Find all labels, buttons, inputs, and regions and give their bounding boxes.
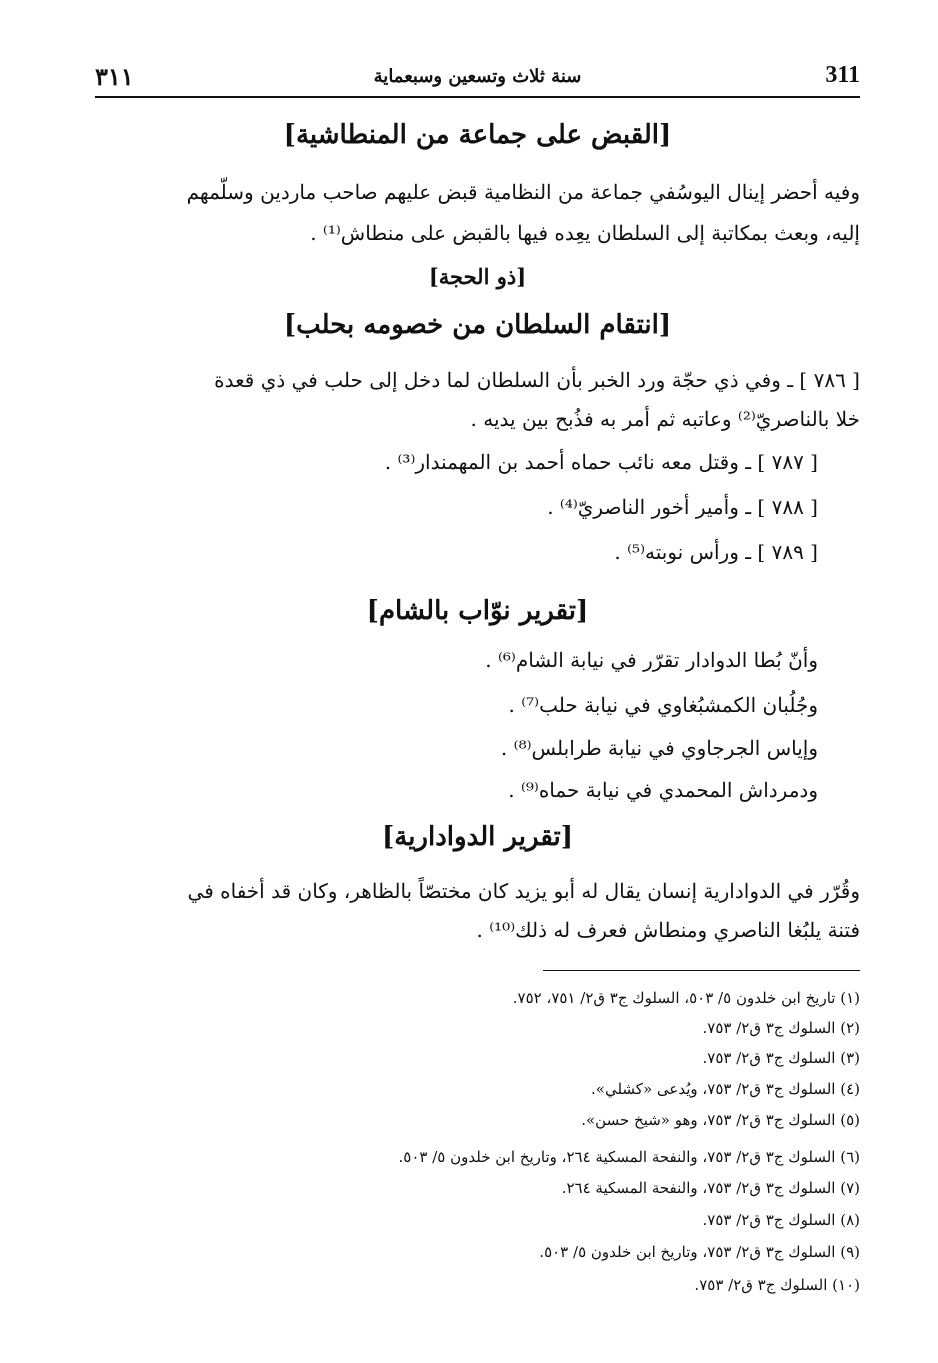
footnote-8: (٨) السلوك ج٣ ق٢/ ٧٥٣. <box>702 1211 860 1229</box>
section-heading-revenge: [انتقام السلطان من خصومه بحلب] <box>283 310 672 340</box>
footnote-separator <box>543 970 860 971</box>
governors-line-3: وإياس الجرجاوي في نيابة طرابلس⁽⁸⁾ . <box>500 736 818 760</box>
dawadariya-line-2: فتنة يلبُغا الناصري ومنطاش فعرف له ذلك⁽¹⁰⁾ . <box>476 918 860 942</box>
dawadariya-line-1: وقُرّر في الدوادارية إنسان يقال له أبو يزيد كان مختصّاً بالظاهر، وكان قد أخفاه في <box>187 879 860 903</box>
month-heading: [ذو الحجة] <box>428 264 527 289</box>
entry-788: [ ٧٨٨ ] ـ وأمير أخور الناصريّ⁽⁴⁾ . <box>547 495 818 519</box>
section-heading-arrest: [القبض على جماعة من المنطاشية] <box>283 120 672 150</box>
section-heading-dawadariya: [تقرير الدوادارية] <box>381 822 574 852</box>
entry-786-line-1: [ ٧٨٦ ] ـ وفي ذي حجّة ورد الخبر بأن السلطان لما دخل إلى حلب في ذي قعدة <box>214 368 860 392</box>
running-title: سنة ثلاث وتسعين وسبعماية <box>373 66 582 87</box>
entry-787: [ ٧٨٧ ] ـ وقتل معه نائب حماه أحمد بن المهمندار⁽³⁾ . <box>384 450 818 474</box>
entry-786-line-2: خلا بالناصريّ⁽²⁾ وعاتبه ثم أمر به فذُبح بين يديه . <box>470 407 860 431</box>
footnote-9: (٩) السلوك ج٣ ق٢/ ٧٥٣، وتاريخ ابن خلدون ٥/ ٥٠٣. <box>539 1243 860 1261</box>
header-rule <box>95 96 860 98</box>
entry-789: [ ٧٨٩ ] ـ ورأس نوبته⁽⁵⁾ . <box>614 540 818 564</box>
page-number-latin: 311 <box>825 62 860 88</box>
footnote-5: (٥) السلوك ج٣ ق٢/ ٧٥٣، وهو «شيخ حسن». <box>581 1111 860 1129</box>
footnote-1: (١) تاريخ ابن خلدون ٥/ ٥٠٣، السلوك ج٣ ق٢/ ٧٥١، ٧٥٢. <box>512 989 860 1007</box>
paragraph-arrest-line-2: إليه، وبعث بمكاتبة إلى السلطان يعِده فيها بالقبض على منطاش⁽¹⁾ . <box>310 221 860 245</box>
governors-line-2: وجُلُبان الكمشبُغاوي في نيابة حلب⁽⁷⁾ . <box>508 693 818 717</box>
footnote-4: (٤) السلوك ج٣ ق٢/ ٧٥٣، ويُدعى «كشلي». <box>591 1080 860 1098</box>
footnote-10: (١٠) السلوك ج٣ ق٢/ ٧٥٣. <box>694 1276 860 1294</box>
footnote-6: (٦) السلوك ج٣ ق٢/ ٧٥٣، والنفحة المسكية ٢٦٤، وتاريخ ابن خلدون ٥/ ٥٠٣. <box>398 1148 860 1166</box>
footnote-7: (٧) السلوك ج٣ ق٢/ ٧٥٣، والنفحة المسكية ٢٦٤. <box>561 1179 860 1197</box>
footnote-2: (٢) السلوك ج٣ ق٢/ ٧٥٣. <box>702 1019 860 1037</box>
section-heading-governors: [تقرير نوّاب بالشام] <box>366 596 589 626</box>
governors-line-1: وأنّ بُطا الدوادار تقرّر في نيابة الشام⁽⁶⁾ . <box>485 648 818 672</box>
page-number-arabic: ٣١١ <box>95 62 134 91</box>
page-header <box>95 62 860 92</box>
paragraph-arrest-line-1: وفيه أحضر إينال اليوسُفي جماعة من النظامية قبض عليهم صاحب ماردين وسلّمهم <box>186 180 860 204</box>
governors-line-4: ودمرداش المحمدي في نيابة حماه⁽⁹⁾ . <box>508 778 818 802</box>
footnote-3: (٣) السلوك ج٣ ق٢/ ٧٥٣. <box>702 1049 860 1067</box>
